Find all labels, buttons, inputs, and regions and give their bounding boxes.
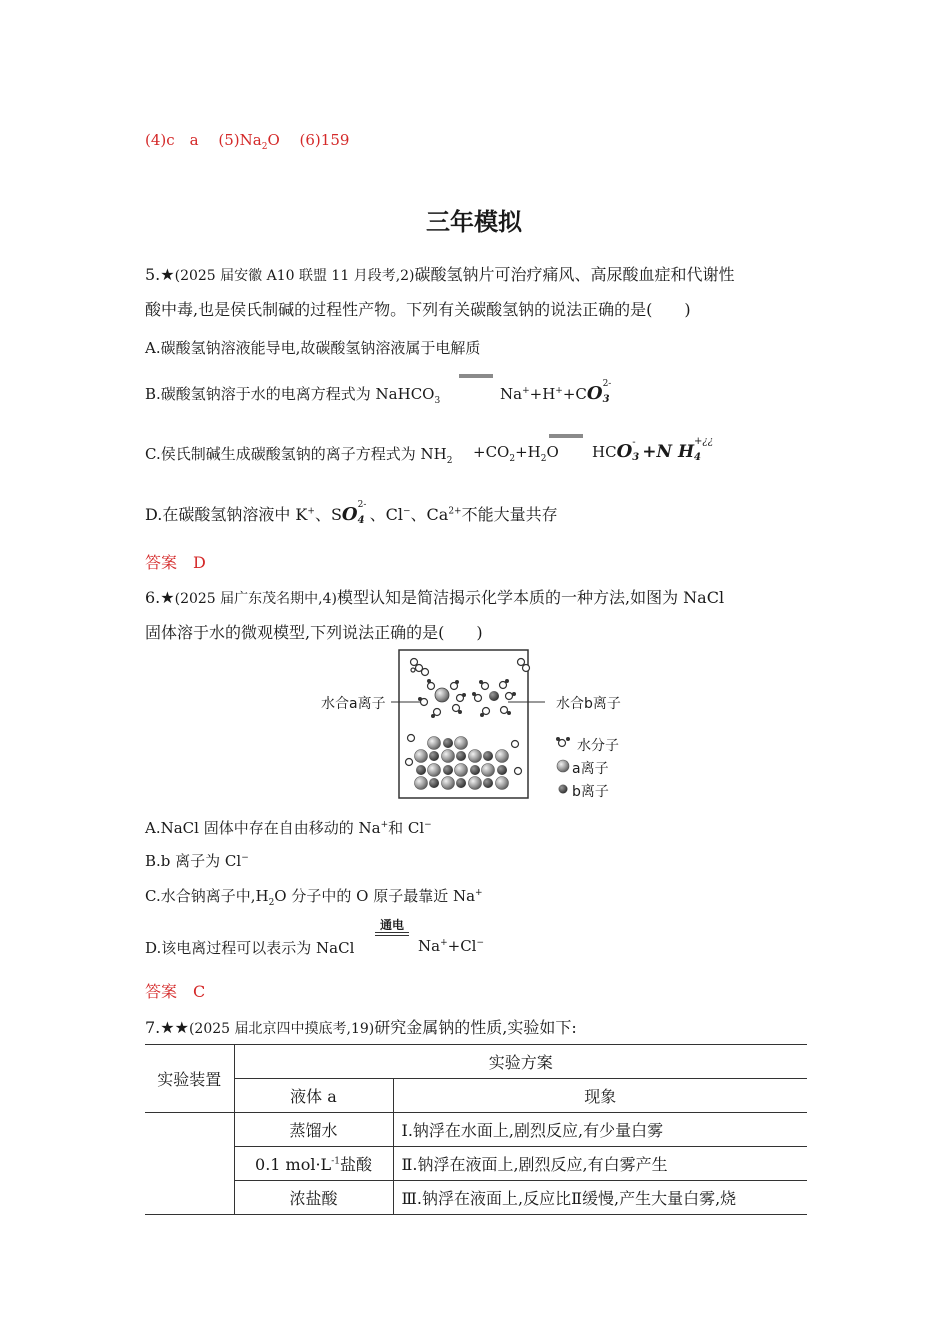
q6-stem-line1: 6.★(2025 届广东茂名期中,4)模型认知是简洁揭示化学本质的一种方法,如图为 NaCl bbox=[145, 588, 725, 607]
legend-a-icon bbox=[557, 760, 569, 772]
q6-option-a: A.NaCl 固体中存在自由移动的 Na+和 Cl− bbox=[145, 819, 432, 837]
q7-source: (2025 届北京四中摸底考,19) bbox=[188, 1021, 375, 1037]
experiment-table bbox=[145, 1044, 807, 1215]
phenomenon-cell: Ⅲ.钠浮在液面上,反应比Ⅱ缓慢,产生大量白雾,烧 bbox=[393, 1181, 807, 1215]
q5-answer: 答案 D bbox=[145, 553, 206, 572]
q5-stem-line1: 5.★(2025 届安徽 A10 联盟 11 月段考,2)碳酸氢钠片可治疗痛风、高尿酸血症和代谢性 bbox=[145, 265, 735, 284]
q5-option-b: B.碳酸氢钠溶于水的电离方程式为 NaHCO$_3$ bbox=[145, 385, 441, 406]
prev-answer-part5: $(5)Na_2O$ bbox=[218, 131, 280, 152]
q5-c-equals-sign bbox=[549, 434, 583, 438]
q5-option-c: C.侯氏制碱生成碳酸氢钠的离子方程式为 $NH_2$ bbox=[145, 445, 453, 466]
q6-option-c: C.水合钠离子中$,H_2O$ 分子中的 O 原子最靠近 Na+ bbox=[145, 887, 483, 908]
header-device: 实验装置 bbox=[145, 1045, 234, 1113]
legend-water-icon bbox=[556, 737, 570, 747]
water-molecule bbox=[411, 659, 530, 676]
q6-stem-line2: 固体溶于水的微观模型,下列说法正确的是( ) bbox=[145, 623, 483, 642]
q5-option-c-mid: $+CO_2+H_2O$ bbox=[473, 443, 559, 464]
q6-number: 6. bbox=[145, 588, 161, 607]
q5-stem-line2: 酸中毒,也是侯氏制碱的过程性产物。下列有关碳酸氢钠的说法正确的是( ) bbox=[145, 300, 691, 319]
table-row bbox=[145, 1147, 807, 1181]
liquid-cell: 浓盐酸 bbox=[234, 1181, 393, 1215]
q6-option-d: D.该电离过程可以表示为 NaCl bbox=[145, 939, 355, 957]
q6-option-b: B.b 离子为 Cl− bbox=[145, 852, 249, 870]
table-row bbox=[145, 1181, 807, 1215]
header-plan: 实验方案 bbox=[234, 1045, 807, 1079]
device-cell bbox=[145, 1113, 234, 1215]
q7-stem: 7.★★(2025 届北京四中摸底考,19)研究金属钠的性质,实验如下: bbox=[145, 1018, 577, 1037]
legend-b-icon bbox=[559, 785, 568, 794]
q6-d-condition: 通电 bbox=[380, 918, 405, 932]
header-phenomenon: 现象 bbox=[393, 1079, 807, 1113]
phenomenon-cell: Ⅰ.钠浮在水面上,剧烈反应,有少量白雾 bbox=[393, 1113, 807, 1147]
legend-water-label: 水分子 bbox=[577, 738, 619, 754]
nacl-dissolution-figure bbox=[300, 648, 640, 800]
phenomenon-cell: Ⅱ.钠浮在液面上,剧烈反应,有白雾产生 bbox=[393, 1147, 807, 1181]
q6-option-d-rhs: Na++Cl− bbox=[418, 937, 485, 955]
q6-source: (2025 届广东茂名期中,4) bbox=[174, 591, 337, 607]
q6-d-equals-line-2 bbox=[375, 935, 409, 936]
b-ion bbox=[489, 691, 499, 701]
q7-star-icon: ★★ bbox=[160, 1018, 189, 1037]
nacl-crystal bbox=[415, 737, 509, 790]
legend-b-label: b离子 bbox=[572, 784, 609, 800]
q6-d-equals-line-1 bbox=[375, 932, 409, 933]
prev-answer-line bbox=[145, 129, 349, 150]
q5-option-d: D.在碳酸氢钠溶液中 K+、SO 2- 4 、Cl−、$Ca^{2+}$不能大量共存 bbox=[145, 500, 558, 526]
q5-number: 5. bbox=[145, 265, 161, 284]
q5-b-equals-sign bbox=[459, 374, 493, 378]
q6-answer: 答案 C bbox=[145, 982, 206, 1001]
legend-a-label: a离子 bbox=[572, 761, 609, 777]
liquid-cell: 蒸馏水 bbox=[234, 1113, 393, 1147]
q7-number: 7. bbox=[145, 1018, 161, 1037]
figure-label-b: 水合b离子 bbox=[556, 696, 621, 712]
prev-answer-part6: (6)159 bbox=[299, 131, 350, 149]
q5-star-icon: ★ bbox=[160, 265, 175, 284]
q6-star-icon: ★ bbox=[160, 588, 175, 607]
liquid-cell: 0.1 $mol\cdot L^{-1}$盐酸 bbox=[234, 1147, 393, 1181]
q5-option-c-rhs: HCO - 3 +N H +¿¿ 4 bbox=[592, 436, 714, 463]
section-title: 三年模拟 bbox=[426, 208, 522, 236]
q5-source: (2025 届安徽 A10 联盟 11 月段考,2) bbox=[174, 268, 415, 284]
q5-option-b-rhs: Na++H++CO 2- 3 bbox=[500, 379, 612, 405]
prev-answer-part4: (4)c a bbox=[145, 131, 199, 149]
table-row bbox=[145, 1113, 807, 1147]
figure-label-a: 水合a离子 bbox=[321, 696, 386, 712]
a-ion bbox=[435, 688, 449, 702]
q5-option-a: A.碳酸氢钠溶液能导电,故碳酸氢钠溶液属于电解质 bbox=[145, 339, 481, 357]
header-liquid: 液体 a bbox=[234, 1079, 393, 1113]
